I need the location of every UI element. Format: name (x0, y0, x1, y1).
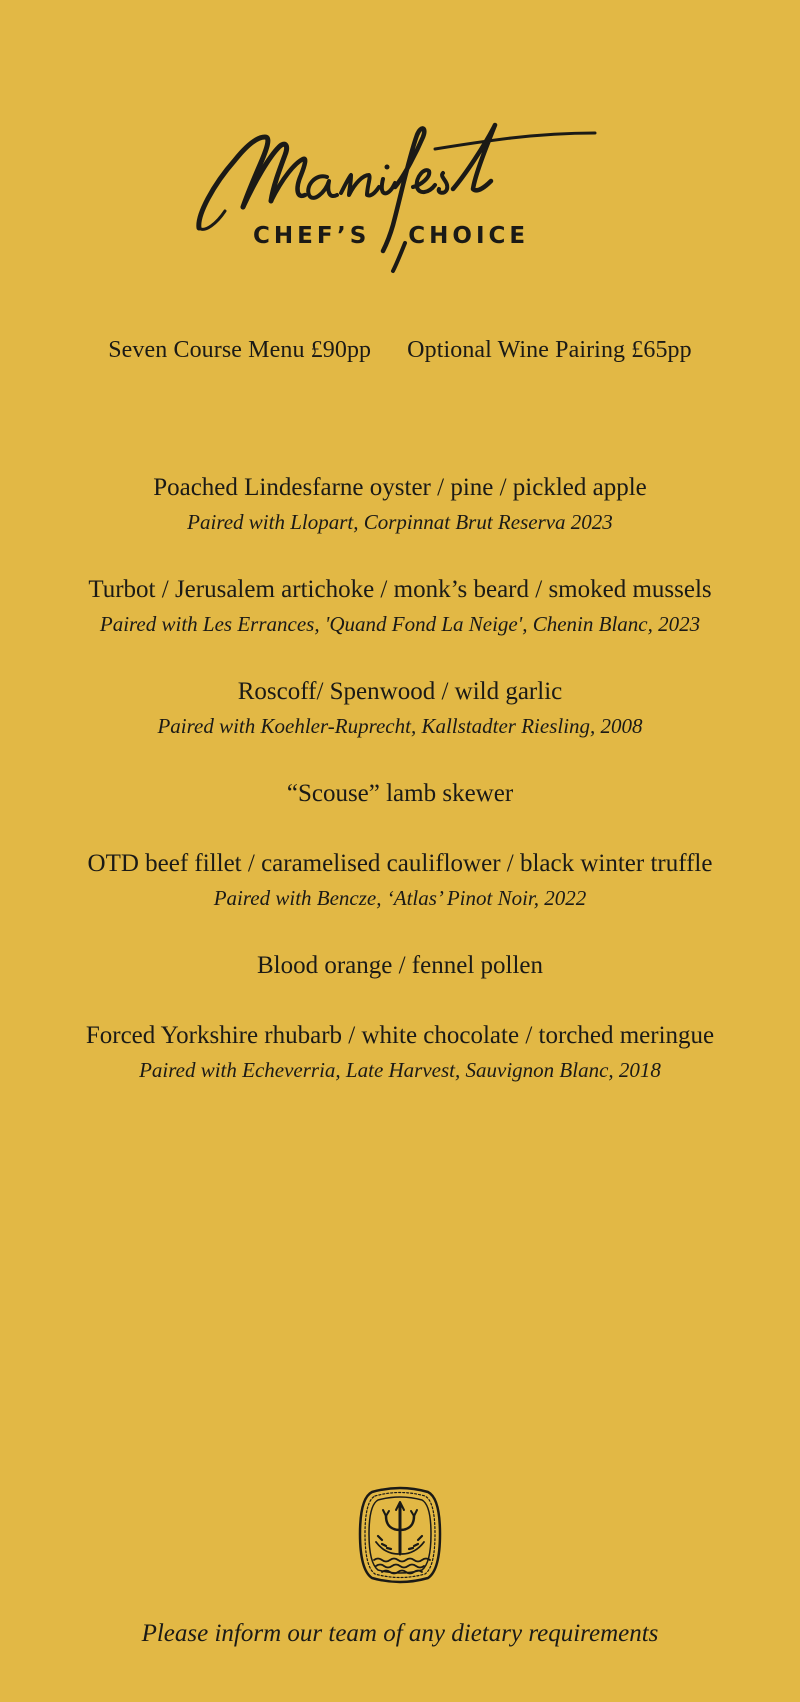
course-pairing: Paired with Echeverria, Late Harvest, Sauvignon Blanc, 2018 (139, 1058, 661, 1082)
course-dish: Forced Yorkshire rhubarb / white chocolate / torched meringue (85, 1022, 715, 1049)
course-item (0, 674, 800, 742)
course-dish: “Scouse” lamb skewer (286, 780, 514, 807)
menu-price: Seven Course Menu £90pp (108, 337, 372, 363)
course-item (0, 776, 800, 812)
course-dish: Blood orange / fennel pollen (256, 952, 544, 979)
manifest-script-logo-icon (195, 115, 605, 275)
course-pairing: Paired with Koehler-Ruprecht, Kallstadter Riesling, 2008 (157, 714, 643, 738)
logo-subtitle: CHEF’S CHOICE (253, 223, 530, 249)
course-pairing: Paired with Les Errances, 'Quand Fond La Neige', Chenin Blanc, 2023 (99, 612, 701, 636)
course-item (0, 948, 800, 984)
course-item (0, 846, 800, 914)
dietary-note: Please inform our team of any dietary requirements (141, 1620, 659, 1647)
course-dish: Turbot / Jerusalem artichoke / monk’s beard / smoked mussels (88, 576, 712, 603)
course-dish: Roscoff/ Spenwood / wild garlic (237, 678, 563, 705)
course-pairing: Paired with Bencze, ‘Atlas’ Pinot Noir, 2022 (213, 886, 587, 910)
wine-pairing-price: Optional Wine Pairing £65pp (407, 337, 692, 363)
pricing-line (0, 337, 800, 364)
course-pairing: Paired with Llopart, Corpinnat Brut Reserva 2023 (187, 510, 613, 534)
trident-crest-icon (358, 1484, 442, 1586)
manifest-logo (195, 115, 605, 275)
course-list (0, 470, 800, 1120)
course-item (0, 470, 800, 538)
course-dish: Poached Lindesfarne oyster / pine / pickled apple (153, 474, 647, 501)
course-item (0, 572, 800, 640)
course-dish: OTD beef fillet / caramelised cauliflower / black winter truffle (87, 850, 713, 877)
course-item (0, 1018, 800, 1086)
